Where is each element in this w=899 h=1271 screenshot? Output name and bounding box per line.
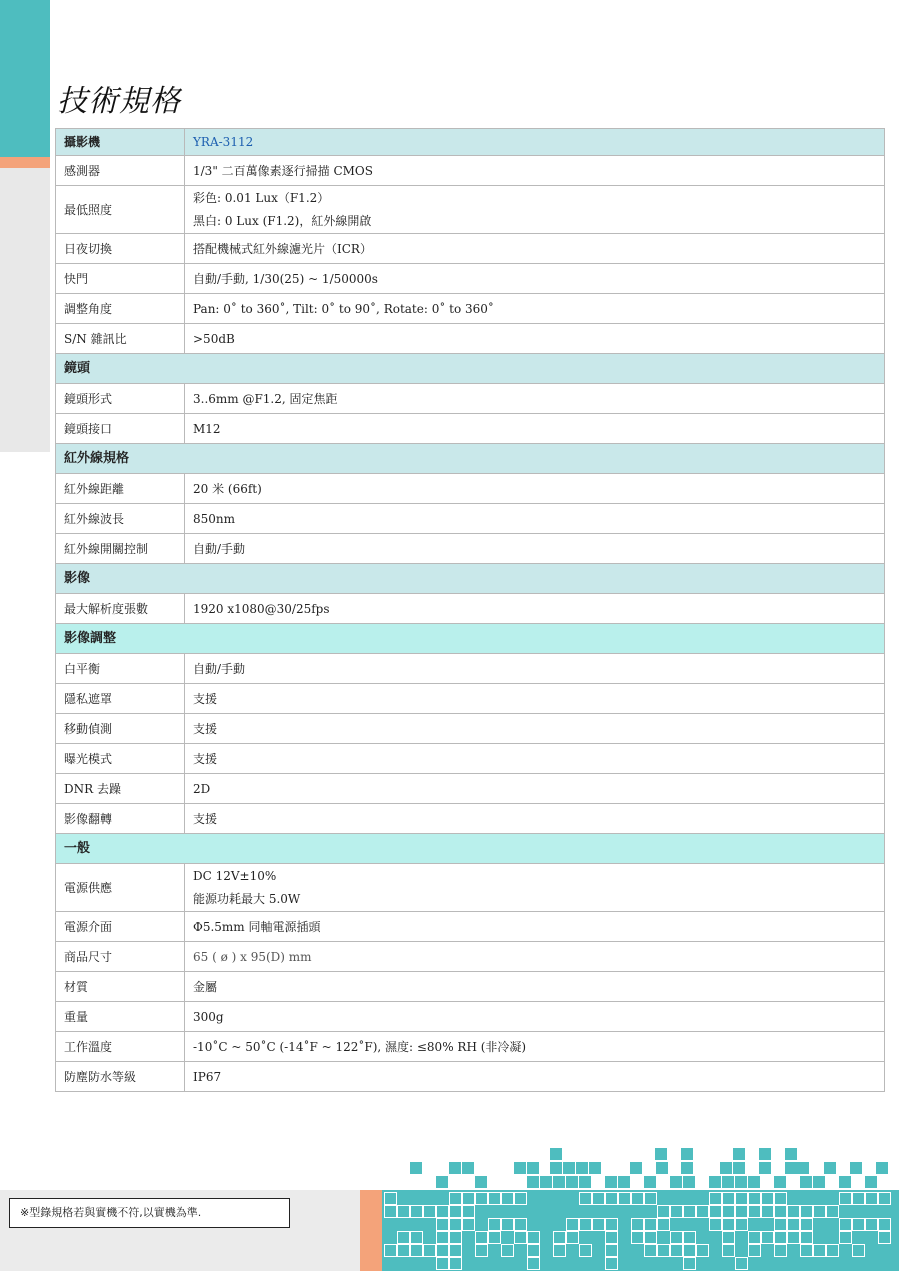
- row-label: 最大解析度張數: [56, 594, 185, 624]
- row-value: 3..6mm @F1.2, 固定焦距: [185, 384, 885, 414]
- row-label: 鏡頭形式: [56, 384, 185, 414]
- row-label: 調整角度: [56, 294, 185, 324]
- row-value-line: 黑白: 0 Lux (F1.2)，紅外線開啟: [193, 213, 372, 228]
- row-value: 自動/手動, 1/30(25) ~ 1/50000s: [185, 264, 885, 294]
- row-value: 850nm: [185, 504, 885, 534]
- row-value: 1920 x1080@30/25fps: [185, 594, 885, 624]
- row-value: 自動/手動: [185, 654, 885, 684]
- row-value: 1/3" 二百萬像素逐行掃描 CMOS: [185, 156, 885, 186]
- row-label: 隱私遮罩: [56, 684, 185, 714]
- row-value: 支援: [185, 714, 885, 744]
- row-value: Pan: 0˚ to 360˚, Tilt: 0˚ to 90˚, Rotate: 0˚ to 360˚: [185, 294, 885, 324]
- row-value-line: DC 12V±10%: [193, 868, 277, 883]
- row-value-line: 能源功耗最大 5.0W: [193, 891, 301, 906]
- row-value: 支援: [185, 684, 885, 714]
- row-label: 紅外線距離: [56, 474, 185, 504]
- row-label: 工作溫度: [56, 1032, 185, 1062]
- row-value-line: 彩色: 0.01 Lux（F1.2）: [193, 190, 330, 205]
- row-label: 白平衡: [56, 654, 185, 684]
- row-value: -10˚C ~ 50˚C (-14˚F ~ 122˚F), 濕度: ≤80% RH (非冷凝): [185, 1032, 885, 1062]
- row-value: M12: [185, 414, 885, 444]
- row-label: 影像翻轉: [56, 804, 185, 834]
- row-label: 感測器: [56, 156, 185, 186]
- header-label: 攝影機: [56, 129, 185, 156]
- row-value: 搭配機械式紅外線濾光片（ICR）: [185, 234, 885, 264]
- row-label: 材質: [56, 972, 185, 1002]
- row-value: 2D: [185, 774, 885, 804]
- row-label: 日夜切換: [56, 234, 185, 264]
- row-label: 鏡頭接口: [56, 414, 185, 444]
- row-value: Φ5.5mm 同軸電源插頭: [185, 912, 885, 942]
- row-value: 金屬: [185, 972, 885, 1002]
- section-title: 鏡頭: [56, 354, 885, 384]
- row-value: 支援: [185, 744, 885, 774]
- row-value: 20 米 (66ft): [185, 474, 885, 504]
- row-label: 曝光模式: [56, 744, 185, 774]
- row-label: 紅外線波長: [56, 504, 185, 534]
- row-label: 電源供應: [56, 864, 185, 912]
- row-label: S/N 雜訊比: [56, 324, 185, 354]
- row-label: 紅外線開關控制: [56, 534, 185, 564]
- row-value: 300g: [185, 1002, 885, 1032]
- row-label: 商品尺寸: [56, 942, 185, 972]
- row-value: 65 ( ø ) x 95(D) mm: [185, 942, 885, 972]
- row-label: 移動偵測: [56, 714, 185, 744]
- row-label: 快門: [56, 264, 185, 294]
- row-label: 防塵防水等級: [56, 1062, 185, 1092]
- section-title: 影像: [56, 564, 885, 594]
- row-value: >50dB: [185, 324, 885, 354]
- page-title: 技術規格: [57, 84, 181, 119]
- row-value: IP67: [185, 1062, 885, 1092]
- footer-note: ※型錄規格若與實機不符,以實機為準.: [9, 1198, 290, 1228]
- row-label: 最低照度: [56, 186, 185, 234]
- section-title: 影像調整: [56, 624, 885, 654]
- row-value: 支援: [185, 804, 885, 834]
- row-label: DNR 去躁: [56, 774, 185, 804]
- section-title: 紅外線規格: [56, 444, 885, 474]
- row-label: 重量: [56, 1002, 185, 1032]
- section-title: 一般: [56, 834, 885, 864]
- row-label: 電源介面: [56, 912, 185, 942]
- row-value: 自動/手動: [185, 534, 885, 564]
- model-number: YRA-3112: [185, 129, 885, 156]
